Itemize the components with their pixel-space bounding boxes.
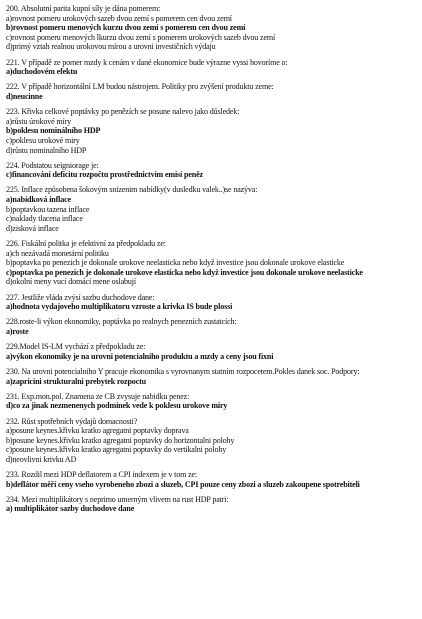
correct-answer: a)duchodovém efektu [6,67,78,77]
question-block-q226 [6,239,418,287]
answer-option: c)naklady tlacena inflace [6,214,83,224]
answer-option: b)poptavka po penezich je dokonale urokove neelasticka nebo když investice jsou dokonale urokove elasticke [6,258,345,268]
question-block-q231 [6,392,418,411]
answer-option: b)poptavkou tazena inflace [6,204,90,214]
correct-answer: c)poptavka po penezich je dokonale urokove elasticka nebo když investice jsou dokonale urokove neelasticke [6,267,363,277]
correct-answer: d)co za jinak nezmenenych podminek vede k poklesu urokove miry [6,401,228,411]
question-block-q225 [6,185,418,233]
answer-option: c)rovnost pomeru menových lkurzu dvou zemí s pomerem urokových sazeb dvou zemí [6,32,276,42]
answer-option: b)posune keynes.křivku kratko agregatni poptavky do horizontalni polohy [6,435,235,445]
answer-option: c)poklesu urokové miry [6,135,80,145]
correct-answer: a)výkon ekonomiky je na urovni potencialniho produktu a mzdy a ceny jsou fixni [6,351,274,361]
question-block-q229 [6,342,418,361]
question-text: 234. Mezi multiplikátory s neprimo umerným vlivem na rust HDP patri: [6,494,229,504]
question-block-q200 [6,4,418,52]
question-text: 231. Exp.mon.pol. Znamena ze CB zvysuje nabidku penez: [6,391,190,401]
question-text: 227. Jestliže vláda zvýsí sazbu duchodove dane: [6,292,155,302]
correct-answer: c)financování deficitu rozpočtu prostřednictvím emisí peněz [6,170,203,180]
question-text: 221. V případě ze pomer mzdy k cenám v dané ekonomice bude výrazne vyssi hovoríme o: [6,57,288,67]
question-text: 232. Růst spotřebních výdajů domacnosti? [6,416,138,426]
answer-option: a)cb nezávadá monetární politiku [6,248,109,258]
question-block-q230 [6,367,418,386]
question-text: 200. Absolutní parita kupní síly je dána pomerem: [6,4,161,13]
question-block-q234 [6,495,418,514]
question-text: 226. Fiskální politka je efektivní za předpokladu ze: [6,239,166,249]
correct-answer: b)deflátor měří ceny vseho vyrobeneho zbozi a sluzeb, CPI pouze ceny zbozi a sluzeb zakoupene spotrebiteli [6,479,360,489]
correct-answer: a)roste [6,326,29,336]
question-text: 230. Na urovni potencialniho Y pracuje ekonomika s vyrovnanym statním rozpocetem.Pokles danek soc. Podpory: [6,366,360,376]
correct-answer: b)poklesu nominálního HDP [6,126,101,136]
question-text: 229.Model IS-LM vychází z předpokladu ze: [6,342,146,352]
answer-option: d)růstu nominalního HDP [6,145,87,155]
correct-answer: a) multiplikátor sazby duchodove dane [6,504,135,514]
question-block-q227 [6,293,418,312]
question-block-q224 [6,161,418,180]
question-text: 225. Inflace způsobena šokovým snizenim nabídky(v dusledku valek..)se nazýva: [6,185,258,195]
correct-answer: d)neucinne [6,91,43,101]
question-text: 224. Podstatou seigniorage je: [6,160,99,170]
question-block-q233 [6,470,418,489]
document-page [6,4,418,520]
correct-answer: a)hodnota vydajoveho multiplikatoru vzroste a krivka IS bude plossi [6,302,233,312]
answer-option: a)posune keynes.křivku kratko agregatni poptavky doprava [6,426,189,436]
question-text: 223. Křivka celkové poptávky po penězích se posune nalevo jako důsledek: [6,107,240,117]
answer-option: a)rovnost pomeru urokových sazeb dvou zemí s pomerem cen dvou zemí [6,13,232,23]
question-text: 222. V případě horizontální LM budou nástrojem. Politiky pro zvýšení produktu zeme: [6,82,274,92]
answer-option: a)růstu úrokové míry [6,116,72,126]
answer-option: d)zisková inflace [6,223,59,233]
answer-option: c)posune keynes.křivku kratko agregatni poptavky do vertikalni polohy [6,445,227,455]
question-text: 228.roste-li výkon ekonomiky, poptávka po realnych penezních zustatcích: [6,317,237,327]
question-block-q222 [6,82,418,101]
question-block-q228 [6,317,418,336]
answer-option: d)primý vztah realnou urokovou mírou a urovni investičních výdaju [6,42,216,52]
question-block-q221 [6,58,418,77]
question-block-q223 [6,107,418,155]
question-text: 233. Rozdil mezi HDP deflatorem a CPI indexem je v tom ze: [6,470,198,480]
correct-answer: a)nabídková inflace [6,195,71,205]
correct-answer: b)rovnost pomeru menových kurzu dvou zemí s pomerem cen dvou zemí [6,23,246,33]
answer-option: d)okolní meny vucí domácí mene oslabují [6,277,136,287]
question-block-q232 [6,417,418,465]
answer-option: d)neovlivni krivku AD [6,454,77,464]
correct-answer: a)zapricini strukturalni prebytek rozpoctu [6,376,146,386]
